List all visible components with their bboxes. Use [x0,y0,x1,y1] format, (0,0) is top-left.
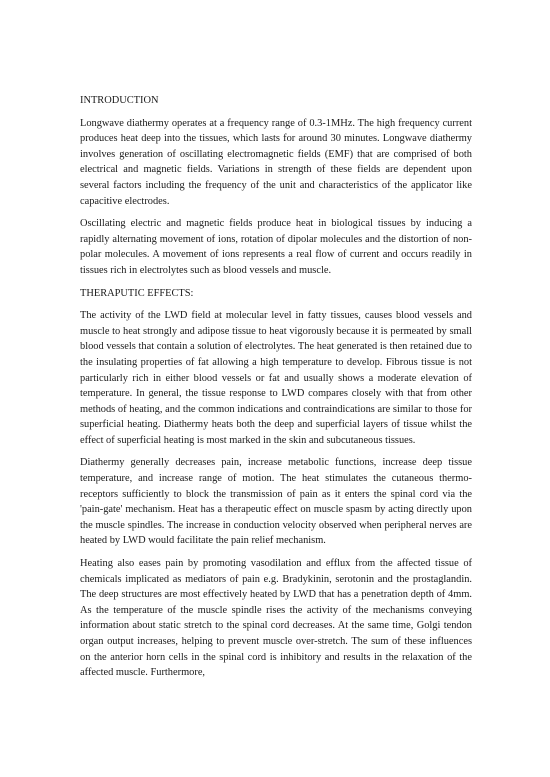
document-body [80,93,472,688]
paragraph: Oscillating electric and magnetic fields produce heat in biological tissues by inducing a rapidly alternating movement of ions, rotation of dipolar molecules and the distortion of non-polar molecules. A movement of ions represents a real flow of current and occurs readily in tissues rich in electrolytes such as blood vessels and muscle. [80,218,472,276]
section-heading-introduction: INTRODUCTION [80,95,159,106]
section-heading-therapeutic-effects: THERAPUTIC EFFECTS: [80,287,194,299]
paragraph: Diathermy generally decreases pain, increase metabolic functions, increase deep tissue temperature, and increase range of motion. The heat stimulates the cutaneous thermo-receptors sufficiently to block the transmission of pain as it enters the spinal cord via the 'pain-gate' mechanism. Heat has a therapeutic effect on muscle spasm by acting directly upon the muscle spindles. The increase in conduction velocity observed when peripheral nerves are heated by LWD would facilitate the pain relief mechanism. [80,457,472,547]
paragraph: Longwave diathermy operates at a frequency range of 0.3-1MHz. The high frequency current produces heat deep into the tissues, which lasts for around 30 minutes. Longwave diathermy involves generation of oscillating electromagnetic fields (EMF) that are comprised of both electrical and magnetic fields. Variations in strength of these fields are dependent upon several factors including the frequency of the unit and characteristics of the applicator like capacitive electrodes. [80,117,472,207]
paragraph: Heating also eases pain by promoting vasodilation and efflux from the affected tissue of chemicals implicated as mediators of pain e.g. Bradykinin, serotonin and the prostaglandin. The deep structures are most effectively heated by LWD that has a penetration depth of 4mm. As the temperature of the muscle spindle rises the activity of the mechanisms conveying information about static stretch to the spinal cord decreases. At the same time, Golgi tendon organ output increases, helping to prevent muscle over-stretch. The sum of these influences on the anterior horn cells in the spinal cord is inhibitory and results in the relaxation of the affected muscle. Furthermore, [80,558,472,679]
paragraph: The activity of the LWD field at molecular level in fatty tissues, causes blood vessels and muscle to heat strongly and adipose tissue to heat vigorously because it is permeated by small blood vessels that contain a solution of electrolytes. The heat generated is then retained due to the insulating properties of fat allowing a high temperature to develop. Fibrous tissue is not particularly rich in either blood vessels or fat and usually shows a moderate elevation of temperature. In general, the tissue response to LWD compares closely with that from other methods of heating, and the common indications and contraindications are similar to those for superficial heating. Diathermy heats both the deep and superficial layers of tissue whilst the effect of superficial heating is most marked in the skin and subcutaneous tissues. [80,310,472,446]
